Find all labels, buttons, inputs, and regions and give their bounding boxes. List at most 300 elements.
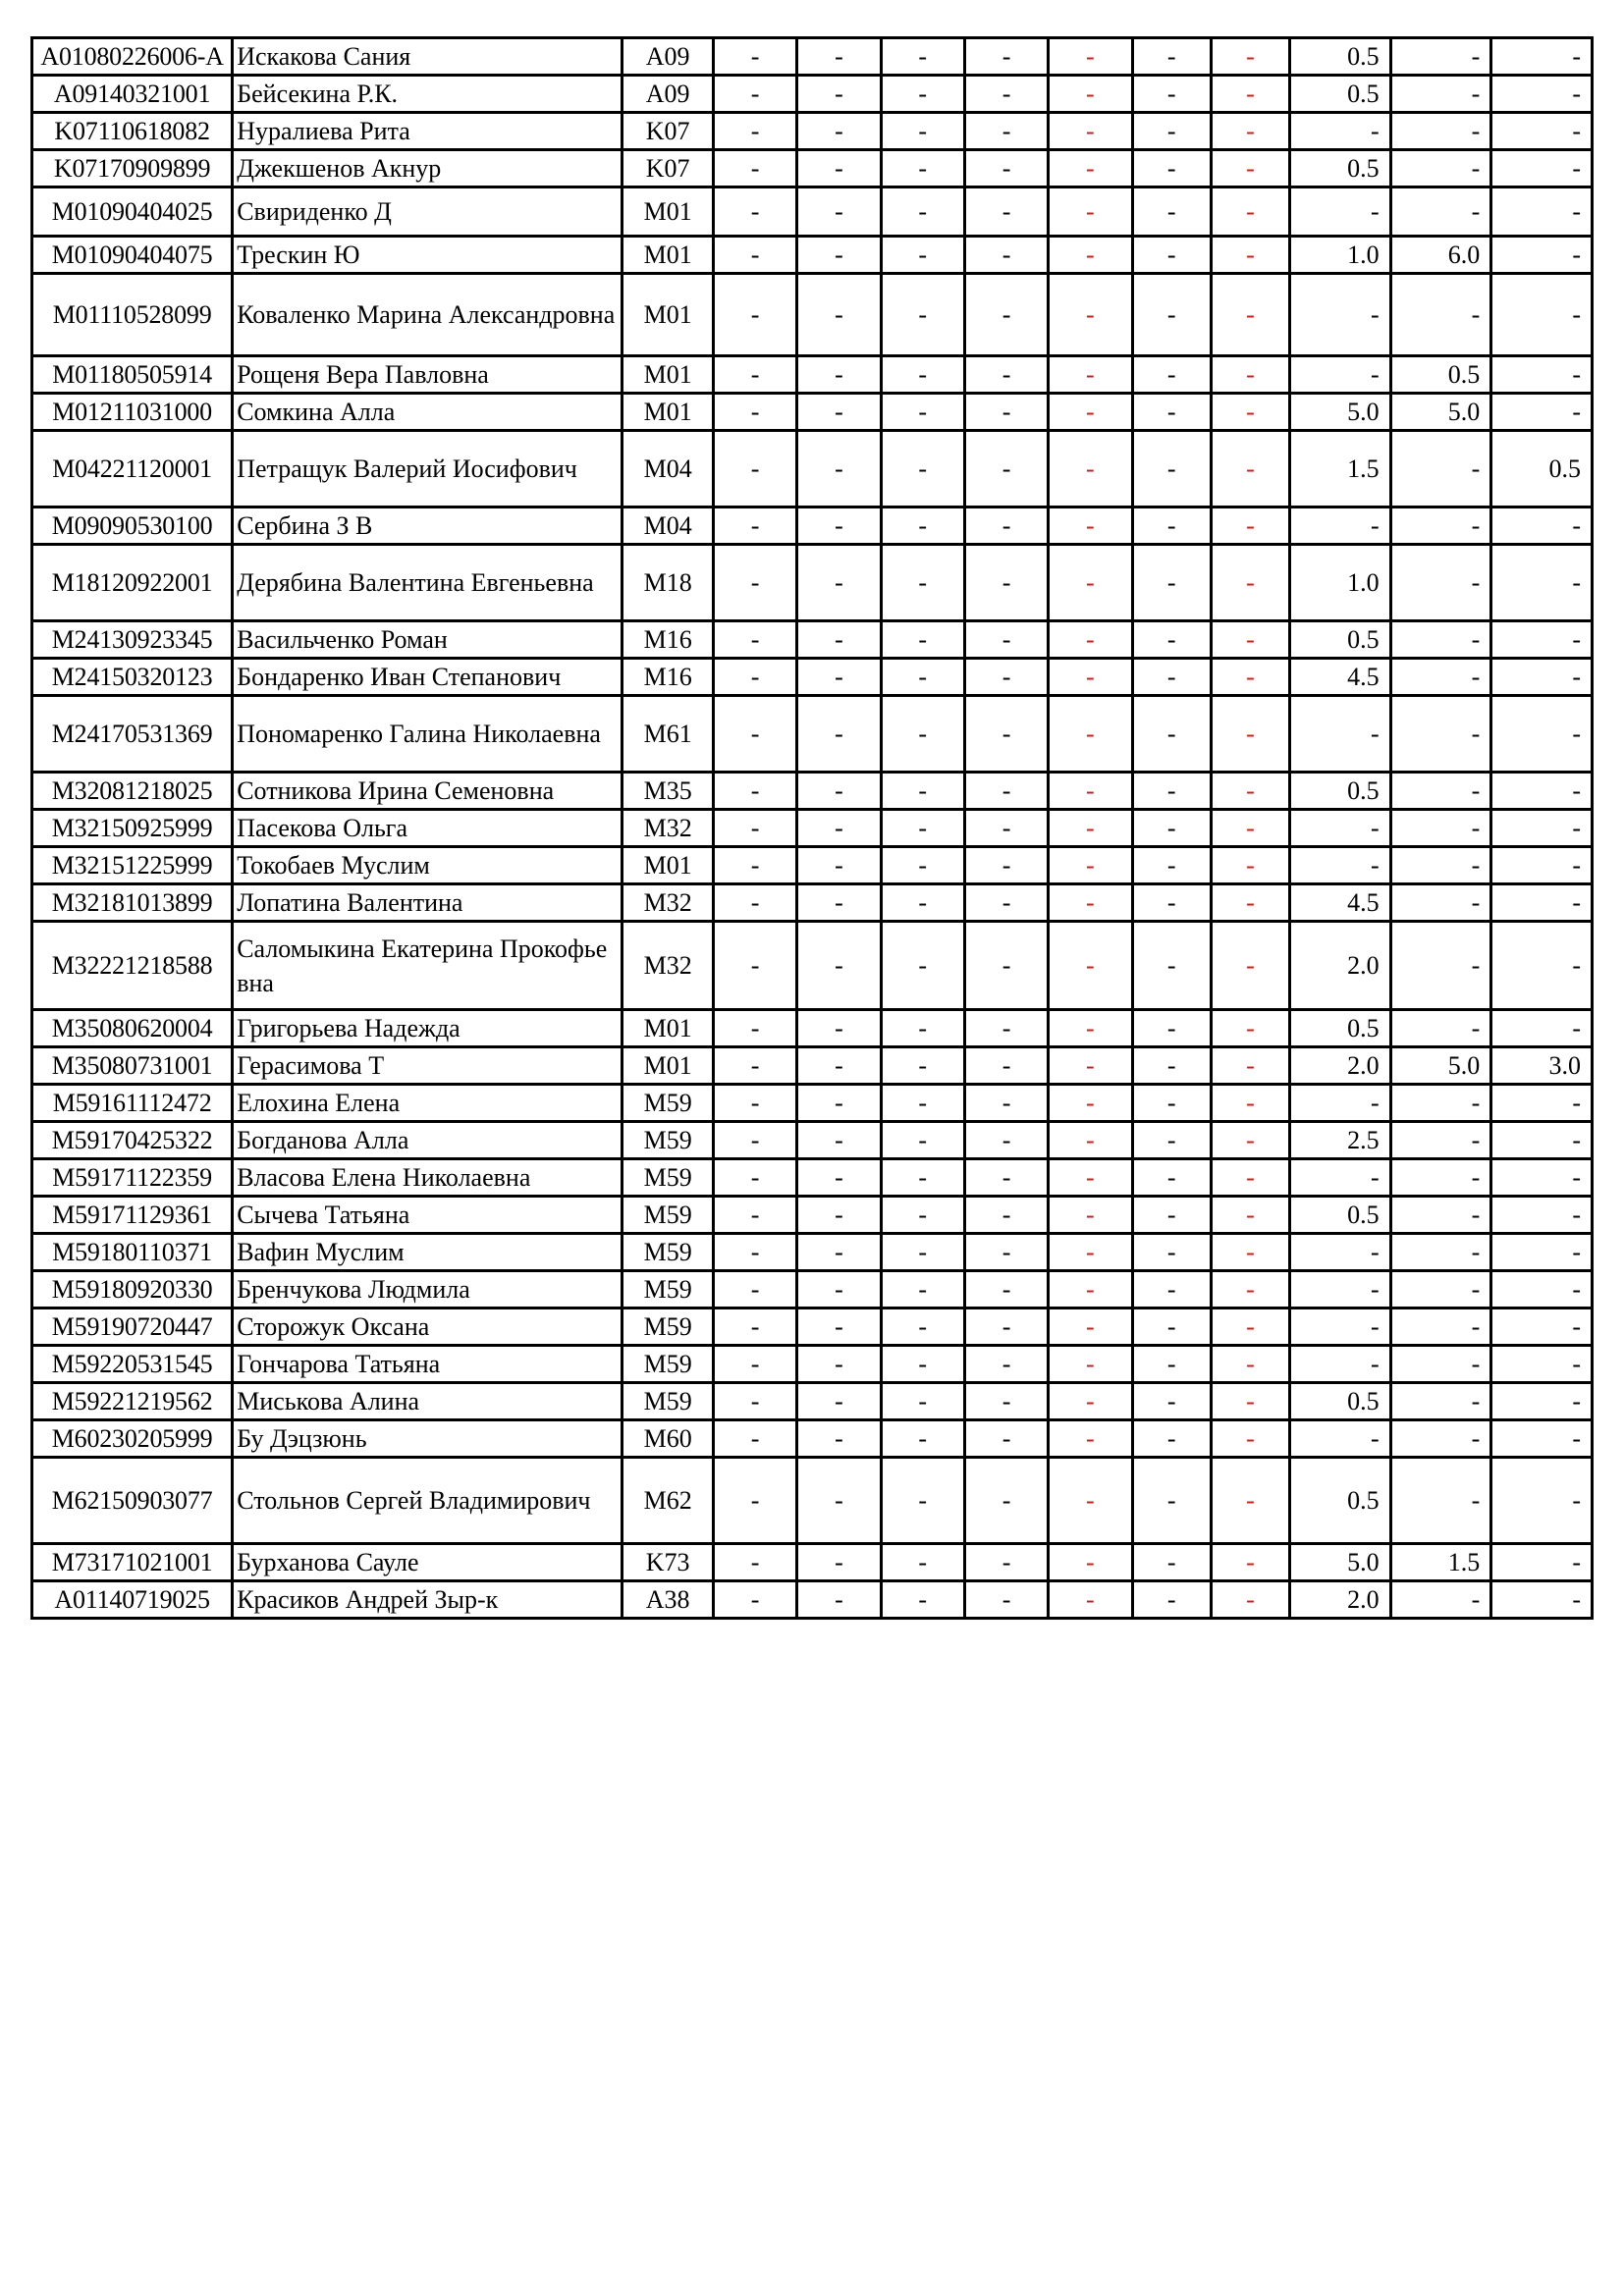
mark-cell: - [881, 1581, 964, 1619]
mark-cell: - [1390, 274, 1491, 356]
mark-cell: - [1491, 1420, 1593, 1458]
mark-cell: - [881, 1346, 964, 1383]
mark-cell: - [1211, 1346, 1289, 1383]
mark-cell: - [1211, 507, 1289, 545]
mark-cell: - [1290, 356, 1391, 394]
mark-cell: 4.5 [1290, 659, 1391, 696]
participant-code-cell: K07170909899 [32, 150, 233, 187]
mark-cell: - [964, 773, 1048, 810]
mark-cell: - [881, 274, 964, 356]
group-code-cell: M16 [623, 659, 713, 696]
table-row [32, 1581, 1593, 1619]
mark-cell: - [964, 1010, 1048, 1047]
mark-cell: - [1211, 1010, 1289, 1047]
mark-cell: - [964, 1420, 1048, 1458]
mark-cell: - [1049, 1544, 1132, 1581]
mark-cell: - [1049, 1346, 1132, 1383]
mark-cell: - [1290, 187, 1391, 237]
group-code-cell: A09 [623, 38, 713, 76]
participant-code-cell: M59180920330 [32, 1271, 233, 1308]
mark-cell: - [964, 1308, 1048, 1346]
group-code-cell: M59 [623, 1234, 713, 1271]
mark-cell: - [1390, 431, 1491, 507]
mark-cell: - [1290, 1420, 1391, 1458]
group-code-cell: M01 [623, 1010, 713, 1047]
mark-cell: - [797, 773, 881, 810]
participant-name-cell: Токобаев Муслим [233, 847, 623, 884]
mark-cell: - [1049, 394, 1132, 431]
group-code-cell: K73 [623, 1544, 713, 1581]
mark-cell: - [881, 621, 964, 659]
group-code-cell: A09 [623, 76, 713, 113]
participant-name-cell: Коваленко Марина Александровна [233, 274, 623, 356]
table-row [32, 922, 1593, 1010]
mark-cell: - [713, 507, 796, 545]
participant-code-cell: M24130923345 [32, 621, 233, 659]
participant-name-cell: Бурханова Сауле [233, 1544, 623, 1581]
mark-cell: - [1390, 113, 1491, 150]
table-row [32, 274, 1593, 356]
mark-cell: - [881, 1197, 964, 1234]
mark-cell: 5.0 [1290, 1544, 1391, 1581]
mark-cell: - [1491, 847, 1593, 884]
mark-cell: - [713, 1581, 796, 1619]
table-row [32, 1085, 1593, 1122]
mark-cell: - [797, 1159, 881, 1197]
group-code-cell: M35 [623, 773, 713, 810]
mark-cell: - [713, 621, 796, 659]
mark-cell: - [1132, 1383, 1211, 1420]
mark-cell: - [964, 150, 1048, 187]
mark-cell: - [713, 150, 796, 187]
mark-cell: - [881, 1308, 964, 1346]
table-row [32, 1197, 1593, 1234]
mark-cell: 0.5 [1290, 1458, 1391, 1544]
participant-code-cell: M32181013899 [32, 884, 233, 922]
mark-cell: - [797, 1458, 881, 1544]
table-row [32, 356, 1593, 394]
participant-name-cell: Елохина Елена [233, 1085, 623, 1122]
mark-cell: - [1491, 1010, 1593, 1047]
mark-cell: - [1049, 38, 1132, 76]
mark-cell: - [1211, 1308, 1289, 1346]
participant-name-cell: Миськова Алина [233, 1383, 623, 1420]
mark-cell: - [713, 76, 796, 113]
mark-cell: - [1211, 187, 1289, 237]
mark-cell: - [1211, 38, 1289, 76]
mark-cell: - [1290, 847, 1391, 884]
table-row [32, 1271, 1593, 1308]
group-code-cell: K07 [623, 150, 713, 187]
mark-cell: - [1132, 884, 1211, 922]
table-row [32, 810, 1593, 847]
table-row [32, 696, 1593, 773]
mark-cell: - [964, 113, 1048, 150]
participant-code-cell: M24150320123 [32, 659, 233, 696]
mark-cell: - [1491, 113, 1593, 150]
mark-cell: - [797, 1234, 881, 1271]
mark-cell: - [1211, 113, 1289, 150]
mark-cell: - [1491, 76, 1593, 113]
mark-cell: - [1132, 922, 1211, 1010]
table-row [32, 507, 1593, 545]
participant-name-cell: Дерябина Валентина Евгеньевна [233, 545, 623, 621]
mark-cell: - [1390, 1420, 1491, 1458]
mark-cell: 0.5 [1290, 150, 1391, 187]
mark-cell: - [1211, 810, 1289, 847]
participant-name-cell: Власова Елена Николаевна [233, 1159, 623, 1197]
mark-cell: - [1290, 1346, 1391, 1383]
mark-cell: - [1132, 356, 1211, 394]
mark-cell: - [797, 38, 881, 76]
group-code-cell: M01 [623, 274, 713, 356]
mark-cell: - [1390, 1346, 1491, 1383]
mark-cell: 3.0 [1491, 1047, 1593, 1085]
mark-cell: - [1390, 1085, 1491, 1122]
mark-cell: - [797, 1047, 881, 1085]
mark-cell: - [797, 847, 881, 884]
mark-cell: - [1211, 922, 1289, 1010]
mark-cell: - [797, 1420, 881, 1458]
mark-cell: - [713, 545, 796, 621]
group-code-cell: A38 [623, 1581, 713, 1619]
mark-cell: - [1491, 38, 1593, 76]
mark-cell: - [881, 150, 964, 187]
table-row [32, 1010, 1593, 1047]
mark-cell: - [1491, 1383, 1593, 1420]
table-row [32, 621, 1593, 659]
mark-cell: - [797, 884, 881, 922]
mark-cell: - [713, 1308, 796, 1346]
participant-code-cell: A01080226006-A [32, 38, 233, 76]
mark-cell: - [713, 1420, 796, 1458]
participant-name-cell: Григорьева Надежда [233, 1010, 623, 1047]
mark-cell: - [1132, 1085, 1211, 1122]
table-row [32, 237, 1593, 274]
table-row [32, 847, 1593, 884]
mark-cell: - [881, 1271, 964, 1308]
participant-code-cell: M59171122359 [32, 1159, 233, 1197]
group-code-cell: M01 [623, 237, 713, 274]
mark-cell: - [881, 356, 964, 394]
mark-cell: - [1049, 1271, 1132, 1308]
participant-name-cell: Вафин Муслим [233, 1234, 623, 1271]
mark-cell: - [797, 237, 881, 274]
mark-cell: - [713, 1544, 796, 1581]
mark-cell: - [881, 810, 964, 847]
mark-cell: - [1390, 545, 1491, 621]
participant-name-cell: Сторожук Оксана [233, 1308, 623, 1346]
mark-cell: - [1491, 1544, 1593, 1581]
mark-cell: - [1211, 1122, 1289, 1159]
participant-code-cell: M62150903077 [32, 1458, 233, 1544]
mark-cell: - [1390, 773, 1491, 810]
mark-cell: - [1491, 621, 1593, 659]
mark-cell: - [1132, 1234, 1211, 1271]
mark-cell: - [1491, 1458, 1593, 1544]
mark-cell: - [1491, 1308, 1593, 1346]
group-code-cell: M01 [623, 394, 713, 431]
mark-cell: - [964, 356, 1048, 394]
mark-cell: - [881, 1383, 964, 1420]
mark-cell: - [1491, 545, 1593, 621]
participant-code-cell: M59180110371 [32, 1234, 233, 1271]
table-row [32, 1308, 1593, 1346]
mark-cell: - [1049, 237, 1132, 274]
table-row [32, 1420, 1593, 1458]
mark-cell: - [1132, 431, 1211, 507]
group-code-cell: M59 [623, 1308, 713, 1346]
table-row [32, 1234, 1593, 1271]
mark-cell: - [1491, 237, 1593, 274]
group-code-cell: M04 [623, 431, 713, 507]
mark-cell: - [797, 659, 881, 696]
mark-cell: - [1049, 507, 1132, 545]
mark-cell: - [881, 1159, 964, 1197]
mark-cell: - [713, 1234, 796, 1271]
mark-cell: - [797, 1085, 881, 1122]
mark-cell: - [881, 1010, 964, 1047]
mark-cell: - [1491, 773, 1593, 810]
mark-cell: - [1390, 847, 1491, 884]
group-code-cell: M01 [623, 847, 713, 884]
participant-code-cell: M01180505914 [32, 356, 233, 394]
mark-cell: - [1491, 696, 1593, 773]
group-code-cell: M61 [623, 696, 713, 773]
mark-cell: - [713, 1346, 796, 1383]
mark-cell: - [1211, 431, 1289, 507]
mark-cell: - [797, 810, 881, 847]
group-code-cell: M59 [623, 1271, 713, 1308]
mark-cell: - [881, 1122, 964, 1159]
mark-cell: - [1049, 1234, 1132, 1271]
mark-cell: - [964, 507, 1048, 545]
mark-cell: - [1049, 1581, 1132, 1619]
mark-cell: - [1390, 659, 1491, 696]
mark-cell: - [881, 187, 964, 237]
mark-cell: - [713, 274, 796, 356]
mark-cell: - [881, 922, 964, 1010]
mark-cell: - [881, 1085, 964, 1122]
table-row [32, 1047, 1593, 1085]
mark-cell: - [1049, 810, 1132, 847]
table-row [32, 773, 1593, 810]
mark-cell: - [1132, 507, 1211, 545]
mark-cell: - [797, 76, 881, 113]
mark-cell: - [881, 773, 964, 810]
mark-cell: - [797, 356, 881, 394]
mark-cell: - [881, 1420, 964, 1458]
mark-cell: - [1049, 274, 1132, 356]
mark-cell: - [964, 884, 1048, 922]
mark-cell: - [713, 356, 796, 394]
mark-cell: - [713, 1047, 796, 1085]
mark-cell: - [713, 659, 796, 696]
mark-cell: - [1049, 922, 1132, 1010]
mark-cell: 1.5 [1390, 1544, 1491, 1581]
mark-cell: - [797, 1271, 881, 1308]
mark-cell: - [1290, 696, 1391, 773]
mark-cell: - [1491, 659, 1593, 696]
group-code-cell: M59 [623, 1122, 713, 1159]
mark-cell: - [1491, 356, 1593, 394]
participant-code-cell: M59170425322 [32, 1122, 233, 1159]
mark-cell: - [1211, 1159, 1289, 1197]
mark-cell: 1.0 [1290, 237, 1391, 274]
mark-cell: - [797, 187, 881, 237]
participant-name-cell: Сомкина Алла [233, 394, 623, 431]
mark-cell: - [797, 507, 881, 545]
participant-name-cell: Свириденко Д [233, 187, 623, 237]
mark-cell: - [1491, 394, 1593, 431]
mark-cell: - [1211, 1234, 1289, 1271]
mark-cell: - [1132, 394, 1211, 431]
table-row [32, 884, 1593, 922]
participant-name-cell: Васильченко Роман [233, 621, 623, 659]
mark-cell: - [713, 113, 796, 150]
participant-name-cell: Гончарова Татьяна [233, 1346, 623, 1383]
mark-cell: - [1491, 274, 1593, 356]
mark-cell: - [1049, 621, 1132, 659]
participant-code-cell: M59161112472 [32, 1085, 233, 1122]
mark-cell: - [1049, 187, 1132, 237]
mark-cell: - [713, 1383, 796, 1420]
mark-cell: - [797, 113, 881, 150]
group-code-cell: M62 [623, 1458, 713, 1544]
participant-code-cell: M59171129361 [32, 1197, 233, 1234]
mark-cell: - [1390, 810, 1491, 847]
mark-cell: - [881, 1544, 964, 1581]
participant-code-cell: M35080731001 [32, 1047, 233, 1085]
mark-cell: - [713, 431, 796, 507]
participant-name-cell: Бейсекина Р.К. [233, 76, 623, 113]
mark-cell: - [881, 113, 964, 150]
mark-cell: - [1211, 1383, 1289, 1420]
mark-cell: - [1390, 696, 1491, 773]
mark-cell: - [713, 773, 796, 810]
mark-cell: - [1211, 659, 1289, 696]
mark-cell: - [1132, 1159, 1211, 1197]
mark-cell: - [964, 847, 1048, 884]
mark-cell: - [1390, 922, 1491, 1010]
table-row [32, 113, 1593, 150]
mark-cell: - [713, 237, 796, 274]
mark-cell: - [1049, 696, 1132, 773]
table-row [32, 1122, 1593, 1159]
mark-cell: - [1049, 847, 1132, 884]
participant-code-cell: M24170531369 [32, 696, 233, 773]
participant-name-cell: Сотникова Ирина Семеновна [233, 773, 623, 810]
mark-cell: 2.0 [1290, 1581, 1391, 1619]
mark-cell: - [1132, 1420, 1211, 1458]
mark-cell: - [1390, 621, 1491, 659]
mark-cell: - [1132, 810, 1211, 847]
mark-cell: - [1049, 1085, 1132, 1122]
participant-name-cell: Бу Дэцзюнь [233, 1420, 623, 1458]
mark-cell: - [964, 38, 1048, 76]
mark-cell: - [1049, 1197, 1132, 1234]
mark-cell: - [1049, 659, 1132, 696]
mark-cell: - [964, 1047, 1048, 1085]
mark-cell: - [1049, 113, 1132, 150]
mark-cell: - [1132, 621, 1211, 659]
mark-cell: - [1290, 1234, 1391, 1271]
mark-cell: 0.5 [1290, 1383, 1391, 1420]
mark-cell: - [964, 1197, 1048, 1234]
mark-cell: - [1390, 1010, 1491, 1047]
participant-code-cell: A09140321001 [32, 76, 233, 113]
mark-cell: 0.5 [1491, 431, 1593, 507]
participant-name-cell: Нуралиева Рита [233, 113, 623, 150]
mark-cell: 4.5 [1290, 884, 1391, 922]
mark-cell: - [1390, 1383, 1491, 1420]
participant-name-cell: Саломыкина Екатерина Прокофьевна [233, 922, 623, 1010]
mark-cell: - [713, 38, 796, 76]
mark-cell: - [1211, 1420, 1289, 1458]
mark-cell: - [1211, 696, 1289, 773]
mark-cell: - [1491, 884, 1593, 922]
participant-name-cell: Богданова Алла [233, 1122, 623, 1159]
table-row [32, 431, 1593, 507]
table-row [32, 76, 1593, 113]
mark-cell: - [964, 1383, 1048, 1420]
mark-cell: - [1132, 76, 1211, 113]
mark-cell: - [1491, 922, 1593, 1010]
mark-cell: - [797, 150, 881, 187]
mark-cell: - [1491, 507, 1593, 545]
mark-cell: - [1290, 1271, 1391, 1308]
mark-cell: - [964, 274, 1048, 356]
mark-cell: - [797, 922, 881, 1010]
mark-cell: - [1390, 76, 1491, 113]
mark-cell: 1.0 [1290, 545, 1391, 621]
mark-cell: - [1049, 150, 1132, 187]
mark-cell: - [1211, 1458, 1289, 1544]
mark-cell: - [797, 621, 881, 659]
participant-name-cell: Сербина З В [233, 507, 623, 545]
mark-cell: - [713, 1010, 796, 1047]
mark-cell: - [1132, 696, 1211, 773]
mark-cell: - [713, 922, 796, 1010]
mark-cell: - [1132, 1581, 1211, 1619]
mark-cell: - [1132, 1544, 1211, 1581]
mark-cell: - [1390, 1234, 1491, 1271]
mark-cell: - [1211, 847, 1289, 884]
mark-cell: - [1211, 356, 1289, 394]
table-row [32, 1383, 1593, 1420]
participant-code-cell: M32151225999 [32, 847, 233, 884]
mark-cell: - [1390, 1271, 1491, 1308]
table-row [32, 1346, 1593, 1383]
participant-code-cell: M59190720447 [32, 1308, 233, 1346]
mark-cell: - [713, 187, 796, 237]
mark-cell: - [1049, 356, 1132, 394]
mark-cell: - [797, 394, 881, 431]
mark-cell: - [713, 810, 796, 847]
table-row [32, 187, 1593, 237]
group-code-cell: M32 [623, 884, 713, 922]
group-code-cell: M16 [623, 621, 713, 659]
mark-cell: - [713, 884, 796, 922]
participant-code-cell: A01140719025 [32, 1581, 233, 1619]
group-code-cell: M60 [623, 1420, 713, 1458]
mark-cell: - [1491, 1271, 1593, 1308]
mark-cell: - [713, 1122, 796, 1159]
mark-cell: - [1132, 237, 1211, 274]
mark-cell: - [1049, 1383, 1132, 1420]
group-code-cell: M59 [623, 1085, 713, 1122]
mark-cell: - [1211, 621, 1289, 659]
